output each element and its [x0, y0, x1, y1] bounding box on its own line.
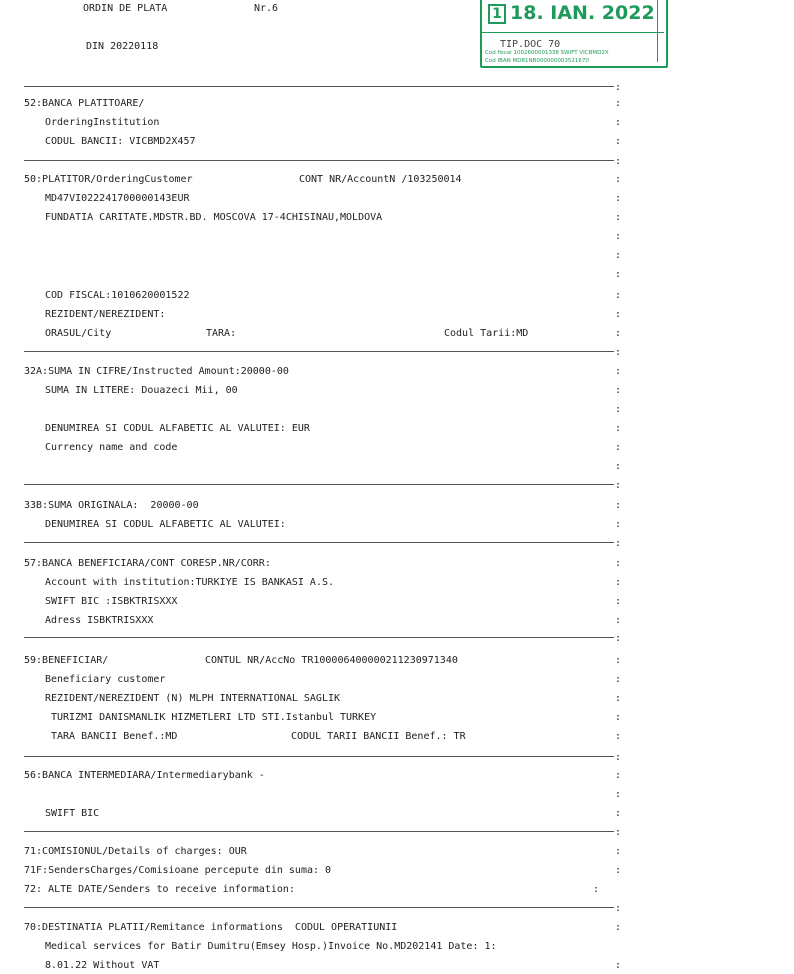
- separator-colon: :: [615, 347, 622, 358]
- ordering-institution-heading: 52:BANCA PLATITOARE/: [24, 98, 145, 109]
- beneficiary-bank-name: Account with institution:TURKIYE IS BANKASI A.S.: [45, 577, 334, 588]
- order-title: ORDIN DE PLATA: [83, 3, 168, 14]
- separator-colon: :: [615, 960, 622, 971]
- currency-line: DENUMIREA SI CODUL ALFABETIC AL VALUTEI: EUR: [45, 423, 310, 434]
- separator-colon: :: [615, 174, 622, 185]
- other-info: 72: ALTE DATE/Senders to receive information:: [24, 884, 295, 895]
- separator-colon: :: [615, 442, 622, 453]
- separator-colon: :: [615, 752, 622, 763]
- divider: [24, 86, 614, 87]
- divider: [24, 907, 614, 908]
- separator-colon: :: [615, 577, 622, 588]
- bank-code: CODUL BANCII: VICBMD2X457: [45, 136, 196, 147]
- divider: [24, 831, 614, 832]
- separator-colon: :: [615, 538, 622, 549]
- separator-colon: :: [615, 461, 622, 472]
- separator-colon: :: [615, 789, 622, 800]
- separator-colon: :: [615, 231, 622, 242]
- separator-colon: :: [615, 674, 622, 685]
- remittance-heading: 70:DESTINATIA PLATII/Remitance informations CODUL OPERATIUNII: [24, 922, 398, 933]
- separator-colon: :: [615, 250, 622, 261]
- intermediary-bank: 56:BANCA INTERMEDIARA/Intermediarybank -: [24, 770, 265, 781]
- stamp-number-box: 1: [488, 4, 506, 24]
- separator-colon: :: [615, 655, 622, 666]
- separator-colon: :: [615, 846, 622, 857]
- order-number: Nr.6: [254, 3, 279, 14]
- bank-stamp: [480, 0, 668, 68]
- separator-colon: :: [615, 827, 622, 838]
- divider: [24, 637, 614, 638]
- separator-colon: :: [615, 922, 622, 933]
- senders-charges: 71F:SendersCharges/Comisioane percepute din suma: 0: [24, 865, 332, 876]
- separator-colon: :: [615, 98, 622, 109]
- separator-colon: :: [615, 423, 622, 434]
- charges-details: 71:COMISIONUL/Details of charges: OUR: [24, 846, 247, 857]
- separator-colon: :: [615, 269, 622, 280]
- separator-colon: :: [615, 500, 622, 511]
- separator-colon: :: [615, 633, 622, 644]
- country-label: TARA:: [206, 328, 237, 339]
- stamp-divider: [482, 32, 664, 33]
- original-currency: DENUMIREA SI CODUL ALFABETIC AL VALUTEI:: [45, 519, 286, 530]
- separator-colon: :: [615, 404, 622, 415]
- remittance-details: Medical services for Batir Dumitru(Emsey Hosp.)Invoice No.MD202141 Date: 1:: [45, 941, 497, 952]
- separator-colon: :: [593, 884, 600, 895]
- separator-colon: :: [615, 193, 622, 204]
- stamp-date: 18. IAN. 2022: [510, 2, 655, 24]
- city-label: ORASUL/City: [45, 328, 112, 339]
- separator-colon: :: [615, 615, 622, 626]
- amount-in-words: SUMA IN LITERE: Douazeci Mii, 00: [45, 385, 238, 396]
- beneficiary-heading: 59:BENEFICIAR/: [24, 655, 109, 666]
- beneficiary-name: REZIDENT/NEREZIDENT (N) MLPH INTERNATIONAL SAGLIK: [45, 693, 341, 704]
- divider: [24, 542, 614, 543]
- ordering-customer-address: FUNDATIA CARITATE.MDSTR.BD. MOSCOVA 17-4CHISINAU,MOLDOVA: [45, 212, 383, 223]
- doc-type: TIP.DOC 70: [500, 39, 561, 50]
- ordering-customer-heading: 50:PLATITOR/OrderingCustomer: [24, 174, 193, 185]
- separator-colon: :: [615, 770, 622, 781]
- separator-colon: :: [615, 903, 622, 914]
- beneficiary-bank-heading: 57:BANCA BENEFICIARA/CONT CORESP.NR/CORR:: [24, 558, 271, 569]
- separator-colon: :: [615, 385, 622, 396]
- beneficiary-account: CONTUL NR/AccNo TR100006400000211230971340: [205, 655, 458, 666]
- ordering-customer-iban: MD47VI022241700000143EUR: [45, 193, 190, 204]
- ordering-institution-label: OrderingInstitution: [45, 117, 160, 128]
- separator-colon: :: [615, 366, 622, 377]
- stamp-side-strip: [657, 0, 664, 62]
- remittance-details-cont: 8.01.22 Without VAT: [45, 960, 160, 971]
- divider: [24, 160, 614, 161]
- separator-colon: :: [615, 808, 622, 819]
- separator-colon: :: [615, 309, 622, 320]
- separator-colon: :: [615, 117, 622, 128]
- separator-colon: :: [615, 156, 622, 167]
- instructed-amount: 32A:SUMA IN CIFRE/Instructed Amount:20000-00: [24, 366, 289, 377]
- stamp-fiscal-line: Cod fiscal 1002600001338 SWIFT VICBMD2X: [485, 50, 609, 56]
- country-code: Codul Tarii:MD: [444, 328, 529, 339]
- divider: [24, 351, 614, 352]
- separator-colon: :: [615, 480, 622, 491]
- beneficiary-bank-country: TARA BANCII Benef.:MD: [51, 731, 178, 742]
- beneficiary-bank-country-code: CODUL TARII BANCII Benef.: TR: [291, 731, 466, 742]
- separator-colon: :: [615, 693, 622, 704]
- separator-colon: :: [615, 865, 622, 876]
- separator-colon: :: [615, 328, 622, 339]
- separator-colon: :: [615, 558, 622, 569]
- divider: [24, 756, 614, 757]
- divider: [24, 484, 614, 485]
- order-date: DIN 20220118: [86, 41, 159, 52]
- separator-colon: :: [615, 596, 622, 607]
- beneficiary-bank-address: Adress ISBKTRISXXX: [45, 615, 154, 626]
- separator-colon: :: [615, 290, 622, 301]
- beneficiary-name-cont: TURIZMI DANISMANLIK HIZMETLERI LTD STI.Istanbul TURKEY: [51, 712, 377, 723]
- separator-colon: :: [615, 712, 622, 723]
- separator-colon: :: [615, 82, 622, 93]
- separator-colon: :: [615, 136, 622, 147]
- separator-colon: :: [615, 731, 622, 742]
- stamp-iban-line: Cod IBAN MD81NB000000003521670: [485, 58, 589, 64]
- ordering-customer-account: CONT NR/AccountN /103250014: [299, 174, 462, 185]
- original-amount: 33B:SUMA ORIGINALA: 20000-00: [24, 500, 199, 511]
- intermediary-swift: SWIFT BIC: [45, 808, 100, 819]
- beneficiary-customer-label: Beneficiary customer: [45, 674, 166, 685]
- beneficiary-swift: SWIFT BIC :ISBKTRISXXX: [45, 596, 178, 607]
- resident-status: REZIDENT/NEREZIDENT:: [45, 309, 166, 320]
- separator-colon: :: [615, 212, 622, 223]
- currency-name-label: Currency name and code: [45, 442, 178, 453]
- separator-colon: :: [615, 519, 622, 530]
- fiscal-code: COD FISCAL:1010620001522: [45, 290, 190, 301]
